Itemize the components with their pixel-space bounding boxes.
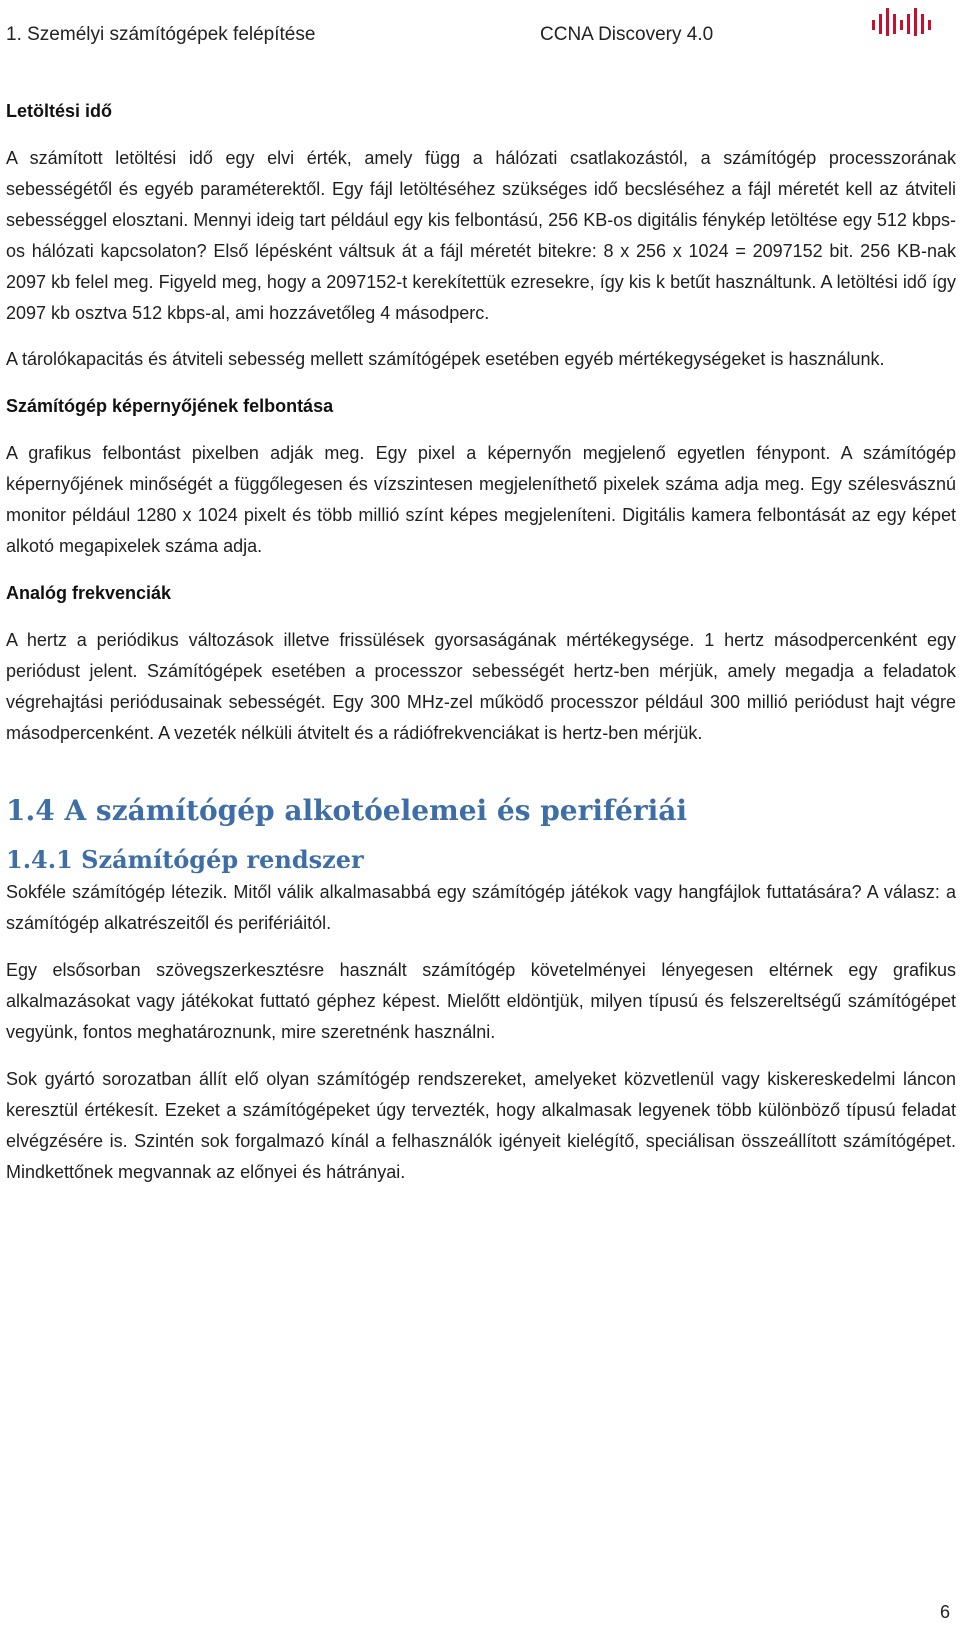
chapter-heading: 1.4 A számítógép alkotóelemei és perifériái	[6, 794, 688, 827]
page-number: 6	[940, 1602, 951, 1622]
cisco-logo	[858, 2, 956, 66]
paragraph-resolution-1: A grafikus felbontást pixelben adják meg. Egy pixel a képernyőn megjelenő egyetlen fénypont. A számítógép képernyőjének minőségét a függőlegesen és vízszintesen megjeleníthető pixelek száma adja meg. Egy szélesvásznú monitor például 1280 x 1024 pixelt és több millió színt képes megjeleníteni. Digitális kamera felbontását az egy képet alkotó megapixelek száma adja.	[6, 443, 956, 556]
chapter-title: 1. Személyi számítógépek felépítése	[6, 24, 316, 45]
paragraph-system-1: Sokféle számítógép létezik. Mitől válik alkalmasabbá egy számítógép játékok vagy hangfájlok futtatására? A válasz: a számítógép alkatrészeitől és perifériáitól.	[6, 882, 956, 933]
paragraph-download-2: A tárolókapacitás és átviteli sebesség mellett számítógépek esetében egyéb mértékegységeket is használunk.	[6, 349, 885, 369]
section-heading-download: Letöltési idő	[6, 101, 113, 121]
page-header	[0, 0, 960, 72]
section-heading-resolution: Számítógép képernyőjének felbontása	[6, 396, 334, 416]
paragraph-frequency-1: A hertz a periódikus változások illetve frissülések gyorsaságának mértékegysége. 1 hertz másodpercenként egy periódust jelent. Számítógépek esetében a processzor sebességét hertz-ben mérjük, amely megadja a feladatok végrehajtási periódusainak sebességét. Egy 300 MHz-zel működő processzor például 300 millió periódust hajt végre másodpercenként. A vezeték nélküli átvitelt és a rádiófrekvenciákat is hertz-ben mérjük.	[6, 630, 956, 743]
section-heading-frequency: Analóg frekvenciák	[6, 583, 172, 603]
document-body	[6, 92, 956, 1188]
course-title: CCNA Discovery 4.0	[540, 24, 714, 45]
paragraph-system-2: Egy elsősorban szövegszerkesztésre használt számítógép követelményei lényegesen eltérnek egy grafikus alkalmazásokat vagy játékokat futtató géphez képest. Mielőtt eldöntjük, milyen típusú és felszereltségű számítógépet vegyünk, fontos meghatároznunk, mire szeretnénk használni.	[6, 960, 956, 1042]
subchapter-heading: 1.4.1 Számítógép rendszer	[6, 845, 364, 874]
cisco-logo-icon	[858, 2, 956, 66]
paragraph-system-3: Sok gyártó sorozatban állít elő olyan számítógép rendszereket, amelyeket közvetlenül vagy kiskereskedelmi láncon keresztül értékesít. Ezeket a számítógépeket úgy tervezték, hogy alkalmasak legyenek több különböző típusú feladat elvégzésére is. Szintén sok forgalmazó kínál a felhasználók igényeit kielégítő, speciálisan összeállított számítógépet. Mindkettőnek megvannak az előnyei és hátrányai.	[6, 1069, 956, 1182]
paragraph-download-1: A számított letöltési idő egy elvi érték, amely függ a hálózati csatlakozástól, a számítógép processzorának sebességétől és egyéb paraméterektől. Egy fájl letöltéséhez szükséges idő becsléséhez a fájl méretét kell az átviteli sebességgel elosztani. Mennyi ideig tart például egy kis felbontású, 256 KB-os digitális fénykép letöltése egy 512 kbps-os hálózati kapcsolaton? Első lépésként váltsuk át a fájl méretét bitekre: 8 x 256 x 1024 = 2097152 bit. 256 KB-nak 2097 kb felel meg. Figyeld meg, hogy a 2097152-t kerekítettük ezresekre, így kis k betűt használtunk. A letöltési idő így 2097 kb osztva 512 kbps-al, ami hozzávetőleg 4 másodperc.	[6, 148, 956, 323]
